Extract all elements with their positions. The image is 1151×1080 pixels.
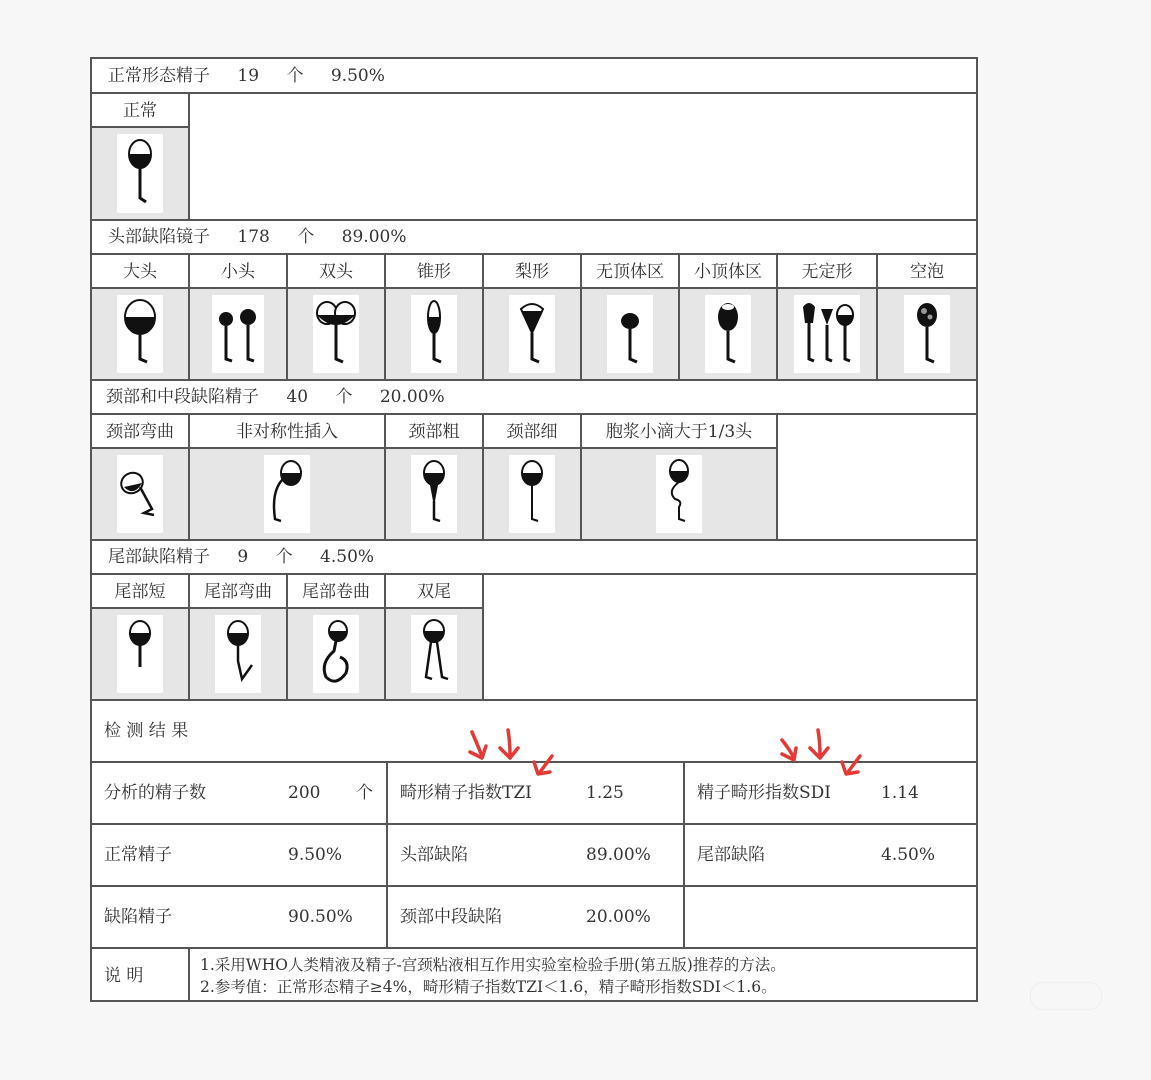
head-section-unit: 个 [297, 227, 315, 247]
normal-label: 正常精子 [104, 845, 172, 865]
head-section-header [92, 219, 976, 253]
notes-line-1: 1.采用WHO人类精液及精子-宫颈粘液相互作用实验室检验手册(第五版)推荐的方法。 [200, 956, 786, 974]
watermark-badge [1030, 982, 1102, 1010]
normal-section-pct: 9.50% [330, 66, 385, 86]
tail-section-count: 9 [237, 547, 249, 567]
cell-label: 胞浆小滴大于1/3头 [582, 415, 776, 449]
neck-section-pct: 20.00% [379, 387, 445, 407]
defect-label: 缺陷精子 [104, 907, 172, 927]
head-section-count: 178 [237, 227, 270, 247]
results-heading: 检 测 结 果 [104, 721, 189, 741]
cell-vacuole [878, 255, 976, 379]
large-head-sperm-icon [110, 297, 170, 373]
neck-section-title: 颈部和中段缺陷精子 [106, 387, 259, 407]
short-tail-sperm-icon [110, 617, 170, 693]
sdi-value: 1.14 [881, 783, 919, 803]
pyriform-head-sperm-icon [502, 297, 562, 373]
cell-thick-neck [386, 415, 484, 539]
tail-defect-label: 尾部缺陷 [697, 845, 765, 865]
defect-value: 90.50% [288, 907, 353, 927]
head-defect-label: 头部缺陷 [400, 845, 468, 865]
cell-no-acrosome [582, 255, 680, 379]
small-acrosome-sperm-icon [698, 297, 758, 373]
normal-section-title: 正常形态精子 [108, 66, 210, 86]
normal-value: 9.50% [288, 845, 343, 865]
cell-label: 小头 [190, 255, 286, 289]
analyzed-label: 分析的精子数 [104, 783, 206, 803]
cell-bent-tail [190, 575, 288, 699]
cell-tapered-head [386, 255, 484, 379]
asymmetric-insertion-sperm-icon [257, 457, 317, 533]
cell-amorphous-head [778, 255, 878, 379]
cell-normal [92, 94, 190, 219]
cell-label: 尾部卷曲 [288, 575, 384, 609]
vacuole-sperm-icon [897, 297, 957, 373]
results-row-2 [92, 823, 976, 885]
cell-small-head [190, 255, 288, 379]
amorphous-head-sperm-icon [797, 297, 857, 373]
cytoplasmic-droplet-sperm-icon [649, 457, 709, 533]
neck-images-row [92, 413, 976, 539]
head-defect-value: 89.00% [586, 845, 651, 865]
cell-short-tail [92, 575, 190, 699]
cell-double-tail [386, 575, 484, 699]
cell-label: 颈部细 [484, 415, 580, 449]
no-acrosome-sperm-icon [600, 297, 660, 373]
cell-double-head [288, 255, 386, 379]
double-tail-sperm-icon [404, 617, 464, 693]
normal-pct-cell [92, 825, 388, 885]
neck-defect-cell [388, 887, 685, 947]
neck-defect-label: 颈部中段缺陷 [400, 907, 502, 927]
defect-pct-cell [92, 887, 388, 947]
cell-large-head [92, 255, 190, 379]
annotation-arrows-tzi [460, 726, 560, 780]
tail-section-pct: 4.50% [320, 547, 375, 567]
cell-label: 无顶体区 [582, 255, 678, 289]
normal-images-row [92, 92, 976, 219]
cell-bent-neck [92, 415, 190, 539]
normal-sperm-icon [110, 136, 170, 212]
thick-neck-sperm-icon [404, 457, 464, 533]
neck-section-count: 40 [286, 387, 309, 407]
sperm-image [92, 128, 188, 219]
cell-label: 梨形 [484, 255, 580, 289]
head-section-pct: 89.00% [341, 227, 407, 247]
notes-label: 说 明 [104, 966, 144, 986]
cell-pyriform-head [484, 255, 582, 379]
cell-label: 尾部弯曲 [190, 575, 286, 609]
cell-label: 双尾 [386, 575, 482, 609]
cell-thin-neck [484, 415, 582, 539]
cell-asymmetric-insertion [190, 415, 386, 539]
cell-small-acrosome [680, 255, 778, 379]
neck-defect-value: 20.00% [586, 907, 651, 927]
tail-section-title: 尾部缺陷精子 [108, 547, 210, 567]
cell-label: 非对称性插入 [190, 415, 384, 449]
normal-section-unit: 个 [286, 66, 304, 86]
cell-label: 颈部弯曲 [92, 415, 188, 449]
coiled-tail-sperm-icon [306, 617, 366, 693]
cell-label: 尾部短 [92, 575, 188, 609]
tail-section-unit: 个 [275, 547, 293, 567]
normal-section-header [92, 59, 976, 92]
tapered-head-sperm-icon [404, 297, 464, 373]
cell-label: 锥形 [386, 255, 482, 289]
cell-label: 颈部粗 [386, 415, 482, 449]
analyzed-value: 200 [288, 783, 321, 803]
cell-label: 大头 [92, 255, 188, 289]
notes-label-cell [92, 949, 190, 1002]
tail-images-row [92, 573, 976, 699]
cell-cytoplasmic-droplet [582, 415, 778, 539]
cell-label: 双头 [288, 255, 384, 289]
cell-label: 无定形 [778, 255, 876, 289]
head-defect-cell [388, 825, 685, 885]
cell-coiled-tail [288, 575, 386, 699]
head-images-row [92, 253, 976, 379]
tail-defect-value: 4.50% [881, 845, 936, 865]
cell-label: 小顶体区 [680, 255, 776, 289]
tzi-label: 畸形精子指数TZI [400, 783, 532, 803]
results-row-3 [92, 885, 976, 947]
analyzed-unit: 个 [356, 783, 373, 803]
cell-label: 正常 [92, 94, 188, 128]
bent-neck-sperm-icon [110, 457, 170, 533]
tail-section-header [92, 539, 976, 573]
tzi-value: 1.25 [586, 783, 624, 803]
notes-line-2: 2.参考值：正常形态精子≥4%，畸形精子指数TZI＜1.6，精子畸形指数SDI＜1.6。 [200, 978, 777, 996]
double-head-sperm-icon [306, 297, 366, 373]
notes-row [92, 947, 976, 1002]
thin-neck-sperm-icon [502, 457, 562, 533]
normal-section-count: 19 [237, 66, 260, 86]
tail-defect-cell [685, 825, 976, 885]
cell-label: 空泡 [878, 255, 976, 289]
sperm-morphology-report [90, 57, 978, 1002]
small-head-sperm-icon [208, 297, 268, 373]
sdi-label: 精子畸形指数SDI [697, 783, 831, 803]
annotation-arrows-sdi [772, 726, 872, 780]
analyzed-count-cell [92, 763, 388, 823]
bent-tail-sperm-icon [208, 617, 268, 693]
neck-section-unit: 个 [335, 387, 353, 407]
neck-section-header [92, 379, 976, 413]
head-section-title: 头部缺陷镜子 [108, 227, 210, 247]
